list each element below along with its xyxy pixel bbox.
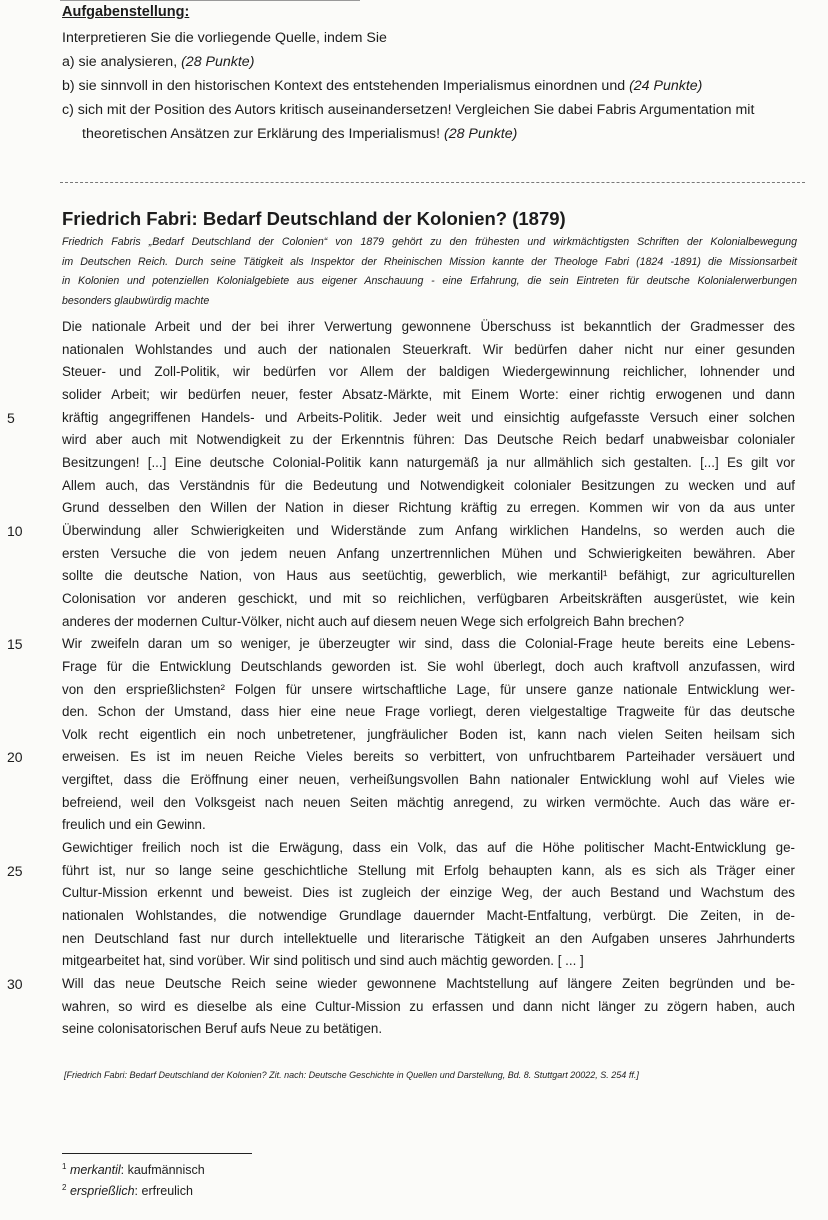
text-line [62, 316, 795, 339]
text-line [62, 905, 795, 928]
line-text: Cultur-Mission erkennt und beweist. Dies ist zugleich der einzige Weg, der auch Bestand und Wachstum des [62, 885, 795, 901]
line-text: seine colonisatorischen Beruf aufs Neue zu betätigen. [62, 1021, 383, 1037]
text-line [62, 679, 795, 702]
line-text: solider Arbeit; wir bedürfen neuer, fester Absatz-Märkte, mit Einem Worte: einer richtig erwogenen und dann [62, 386, 795, 402]
task-c-cont [62, 122, 802, 146]
line-text: ersten Versuche die von jedem neuen Anfang unzertrennlichen Mühen und Schwierigkeiten bewähren. Aber [62, 545, 795, 561]
footnote-mark: 2 [62, 1183, 67, 1193]
text-line [62, 543, 795, 566]
line-number: 5 [7, 409, 15, 426]
line-number: 30 [7, 976, 23, 993]
task-a-text: a) sie analysieren, [62, 54, 182, 70]
line-text: erweisen. Es ist im neuen Reiche Vieles bereits so verbittert, von unfruchtbarem Parteihader versäuert und [62, 749, 795, 765]
line-text: Gewichtiger freilich noch ist die Erwägung, dass ein Volk, das auf die Höhe politischer Macht-Entwicklung ge- [62, 840, 795, 856]
line-text: mitgearbeitet hat, sind vorüber. Wir sind politisch und sind auch mächtig geworden. [ ... ] [62, 953, 584, 969]
task-c-points: (28 Punkte) [443, 126, 518, 142]
line-text: Wir zweifeln daran um so weniger, je überzeugter wir sind, dass die Colonial-Frage heute bereits eine Lebens- [62, 636, 795, 652]
line-text: vergiftet, dass die Eröffnung einer neuen, verheißungsvollen Bahn nationaler Entwicklung wohl auf Vieles wie [62, 772, 795, 788]
line-text: anderes der modernen Cultur-Völker, nicht auch auf diesem neuen Wege sich erfolgreich Bahn brechen? [62, 613, 685, 629]
citation: [Friedrich Fabri: Bedarf Deutschland der Kolonien? Zit. nach: Deutsche Geschichte in Quellen und Darstellung, Bd. 8. Stuttgart 20022, S. 254 ff.] [64, 1070, 639, 1080]
line-text: Besitzungen! [...] Eine deutsche Colonial-Politik kann naturgemäß ja nur allmählich sich gestalten. [...] Es gilt vor [62, 454, 795, 470]
text-line [7, 973, 795, 996]
intro-line: im Deutschen Reich. Durch seine Tätigkeit als Inspektor der Rheinischen Mission kannte der Theologe Fabri (1824 -1891) die Missionsarbeit [62, 255, 797, 268]
line-text: Colonisation vor anderen geschickt, und mit so reichlichen, verfügbaren Arbeitskräften ausgerüstet, wie kein [62, 590, 795, 606]
text-line [62, 814, 795, 837]
task-b-points: (24 Punkte) [629, 78, 703, 94]
source-text [7, 316, 795, 1041]
line-text: kräftig angegriffenen Handels- und Arbeits-Politik. Jeder weit und einsichtig aufgefasste Versuch einer solchen [62, 409, 795, 425]
dashed-divider [60, 182, 805, 183]
task-c-text-2: theoretischen Ansätzen zur Erklärung des Imperialismus! [82, 126, 444, 142]
footnote-term: ersprießlich [69, 1184, 135, 1199]
line-text: von den ersprießlichsten² Folgen für unsere wirtschaftliche Lage, für unsere ganze nationale Entwicklung wer- [62, 681, 795, 697]
footnotes [62, 1158, 205, 1200]
text-line [62, 565, 795, 588]
line-text: führt ist, nur so lange seine geschichtliche Stellung mit Erfolg behaupten kann, als es sich als Träger einer [62, 862, 795, 878]
text-line [62, 429, 795, 452]
task-list [62, 26, 802, 146]
line-text: Überwindung aller Schwierigkeiten und Widerstände zum Anfang wirklichen Handelns, so werden auch die [62, 522, 795, 538]
footnote-def: : kaufmännisch [120, 1163, 205, 1178]
line-text: freulich und ein Gewinn. [62, 817, 206, 833]
task-b-text: b) sie sinnvoll in den historischen Kontext des entstehenden Imperialismus einordnen und [62, 78, 630, 94]
text-line [62, 361, 795, 384]
text-line [62, 950, 795, 973]
text-line [62, 701, 795, 724]
text-line [62, 475, 795, 498]
text-line [62, 588, 795, 611]
text-line [7, 860, 795, 883]
text-line [62, 1018, 795, 1041]
text-line [62, 384, 795, 407]
text-line [62, 724, 795, 747]
line-number: 15 [7, 636, 23, 653]
text-line [7, 746, 795, 769]
text-line [62, 656, 795, 679]
line-text: Steuer- und Zoll-Politik, wir bedürfen vor Allem der baldigen Wiedergewinnung reichlicher, lohnender und [62, 364, 795, 380]
footnote-1 [62, 1158, 205, 1179]
task-c-text: c) sich mit der Position des Autors kritisch auseinandersetzen! Vergleichen Sie dabei Fabris Argumentation mit [62, 102, 755, 118]
text-line [62, 339, 795, 362]
line-text: Grund desselben den Willen der Nation in dieser Richtung kräftig zu erregen. Kommen wir von da aus unter [62, 500, 795, 516]
text-line [62, 928, 795, 951]
text-line [7, 407, 795, 430]
line-number: 10 [7, 522, 23, 539]
footnote-def: : erfreulich [134, 1184, 193, 1199]
intro-line: Friedrich Fabris „Bedarf Deutschland der Colonien“ von 1879 gehört zu den frühesten und wirkmächtigsten Schriften der Kolonialbewegung [62, 236, 797, 248]
footnote-2 [62, 1179, 205, 1200]
line-text: Volk recht eigentlich ein noch unbetretener, jungfräulicher Boden ist, kann nach vielen Seiten heilsam sich [62, 726, 795, 742]
task-b [62, 74, 802, 98]
text-line [7, 633, 795, 656]
text-line [7, 520, 795, 543]
line-text: befreiend, weil den Volksgeist nach neuen Seiten mächtig anregend, zu wirken vermöchte. Auch das wäre er- [62, 794, 795, 810]
line-text: nationalen Wohlstandes und auch der nationalen Steuerkraft. Wir bedürfen daher nicht nur einer gesunden [62, 341, 795, 357]
footnote-rule [62, 1153, 252, 1154]
task-heading: Aufgabenstellung: [62, 4, 190, 20]
task-c [62, 98, 802, 122]
line-text: Will das neue Deutsche Reich seine wieder gewonnene Machtstellung auf längere Zeiten begründen und be- [62, 976, 795, 992]
line-text: Frage für die Entwicklung Deutschlands geworden ist. Sie wohl überlegt, doch auch kraftvoll anzufassen, wird [62, 658, 795, 674]
source-intro [62, 233, 797, 311]
task-a [62, 50, 802, 74]
line-text: wird aber auch mit Notwendigkeit zu der Erkenntnis führen: Das Deutsche Reich bedarf unabweisbar colonialer [62, 432, 795, 448]
intro-line: besonders glaubwürdig machte [62, 294, 210, 307]
text-line [62, 996, 795, 1019]
task-intro: Interpretieren Sie die vorliegende Quelle, indem Sie [62, 30, 387, 46]
top-rule [60, 0, 360, 1]
footnote-mark: 1 [62, 1162, 67, 1171]
line-text: Allem auch, das Verständnis für die Bedeutung und Notwendigkeit colonialer Besitzungen zu wecken und auf [62, 477, 795, 493]
text-line [62, 837, 795, 860]
text-line [62, 611, 795, 634]
source-title: Friedrich Fabri: Bedarf Deutschland der Kolonien? (1879) [62, 208, 566, 229]
text-line [62, 769, 795, 792]
line-number: 25 [7, 862, 23, 879]
intro-line: in Kolonien und potenziellen Kolonialgebiete aus eigener Anschauung - eine Erfahrung, die sein Eintreten für deutsche Kolonialerwerbungen [62, 275, 797, 287]
line-text: den. Schon der Umstand, dass hier eine neue Frage vorliegt, deren vielgestaltige Tragweite für das deutsche [62, 704, 795, 720]
line-text: nen Deutschland fast nur durch intellektuelle und literarische Tätigkeit an den Aufgaben unseres Jahrhunderts [62, 930, 795, 946]
text-line [62, 497, 795, 520]
line-text: Die nationale Arbeit und der bei ihrer Verwertung gewonnene Überschuss ist bekanntlich der Gradmesser des [62, 319, 795, 334]
line-text: sollte die deutsche Nation, von Haus aus seetüchtig, gewerblich, wie merkantil¹ befähigt, zur agriculturellen [62, 568, 795, 584]
text-line [62, 882, 795, 905]
line-text: wahren, so wird es dieselbe als eine Cultur-Mission zu erfassen und dann nicht länger zu zögern haben, auch [62, 998, 795, 1014]
text-line [62, 452, 795, 475]
line-number: 20 [7, 749, 23, 766]
task-a-points: (28 Punkte) [181, 54, 255, 70]
text-line [62, 792, 795, 815]
footnote-term: merkantil [69, 1163, 121, 1178]
line-text: nationalen Wohlstandes, die notwendige Grundlage dauernder Macht-Entfaltung, verbürgt. Die Zeiten, in de- [62, 908, 795, 924]
